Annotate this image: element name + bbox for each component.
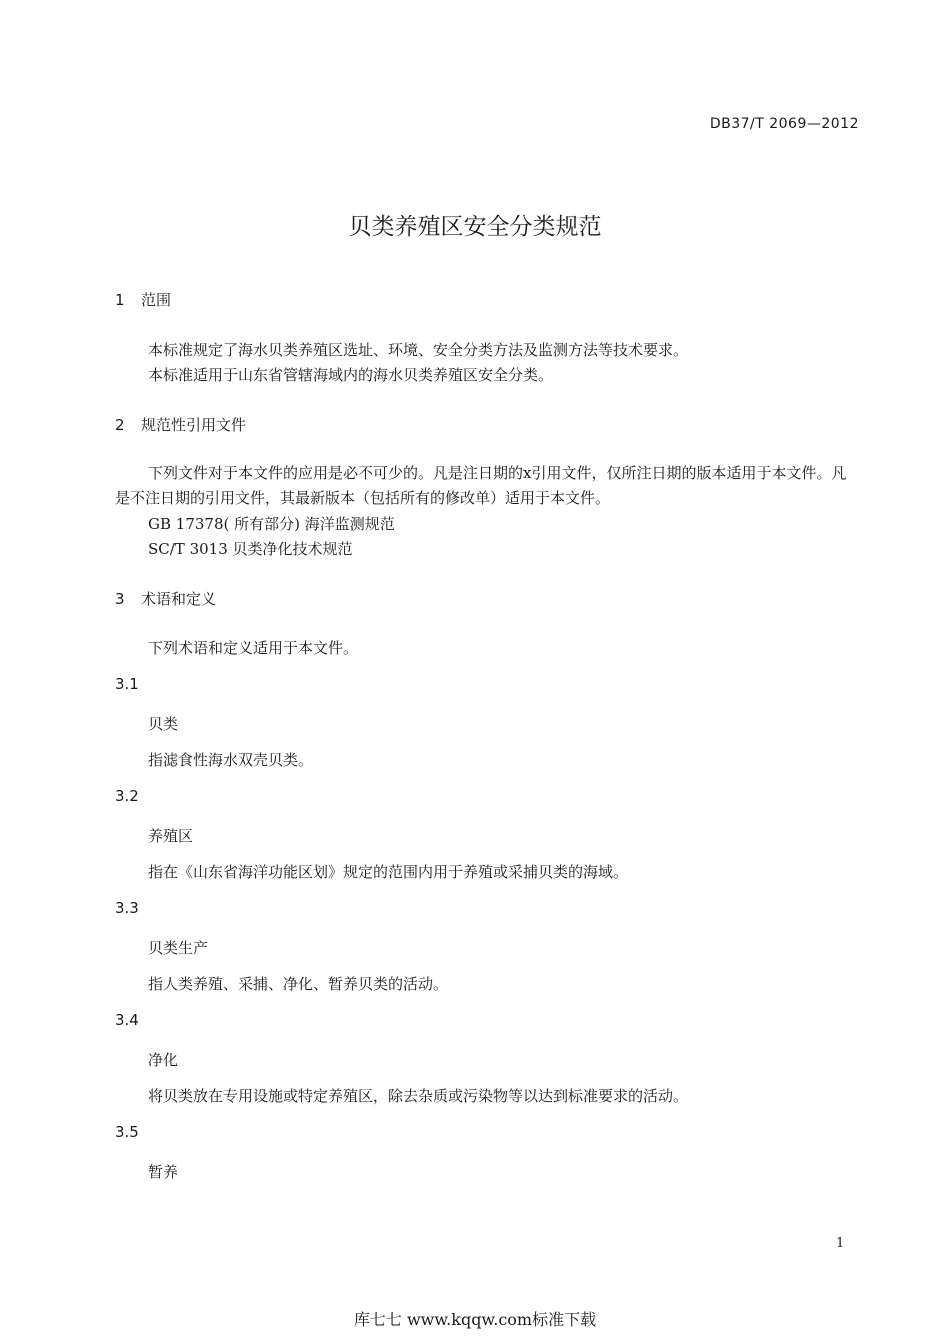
paragraph: 本标准规定了海水贝类养殖区选址、环境、安全分类方法及监测方法等技术要求。 [148, 341, 689, 359]
term-name: 贝类 [148, 715, 179, 733]
clause-number: 3.1 [115, 675, 139, 693]
term-definition: 指在《山东省海洋功能区划》规定的范围内用于养殖或采捕贝类的海域。 [148, 863, 629, 881]
section-title: 术语和定义 [141, 590, 217, 608]
paragraph: 下列文件对于本文件的应用是必不可少的。凡是注日期的x引用文件，仅所注日期的版本适用于本文件。凡是不注日期的引用文件，其最新版本（包括所有的修改单）适用于本文件。 [115, 464, 847, 507]
reference-item: SC/T 3013 贝类净化技术规范 [148, 540, 353, 558]
page-number: 1 [836, 1236, 845, 1251]
section-3-heading [115, 588, 216, 609]
document-title: 贝类养殖区安全分类规范 [348, 214, 602, 240]
section-1-heading [115, 289, 171, 310]
clause-number: 3.4 [115, 1011, 139, 1029]
term-name: 暂养 [148, 1163, 179, 1181]
term-definition: 指滤食性海水双壳贝类。 [148, 751, 314, 769]
section-2-heading [115, 414, 246, 435]
term-name: 净化 [148, 1051, 179, 1069]
clause-number: 3.3 [115, 899, 139, 917]
term-name: 养殖区 [148, 827, 194, 845]
paragraph: 本标准适用于山东省管辖海域内的海水贝类养殖区安全分类。 [148, 366, 554, 384]
paragraph: 下列术语和定义适用于本文件。 [148, 639, 359, 657]
section-title: 范围 [141, 291, 172, 309]
section-number: 2 [115, 416, 125, 434]
clause-number: 3.2 [115, 787, 139, 805]
reference-item: GB 17378( 所有部分) 海洋监测规范 [148, 515, 395, 533]
footer-watermark: 库七七 www.kqqw.com标准下载 [353, 1310, 597, 1329]
term-definition: 将贝类放在专用设施或特定养殖区，除去杂质或污染物等以达到标准要求的活动。 [148, 1087, 689, 1105]
clause-number: 3.5 [115, 1123, 139, 1141]
term-name: 贝类生产 [148, 939, 209, 957]
term-definition: 指人类养殖、采捕、净化、暂养贝类的活动。 [148, 975, 449, 993]
section-number: 1 [115, 291, 125, 309]
section-number: 3 [115, 590, 125, 608]
standard-code: DB37/T 2069—2012 [709, 116, 859, 132]
section-title: 规范性引用文件 [141, 416, 247, 434]
